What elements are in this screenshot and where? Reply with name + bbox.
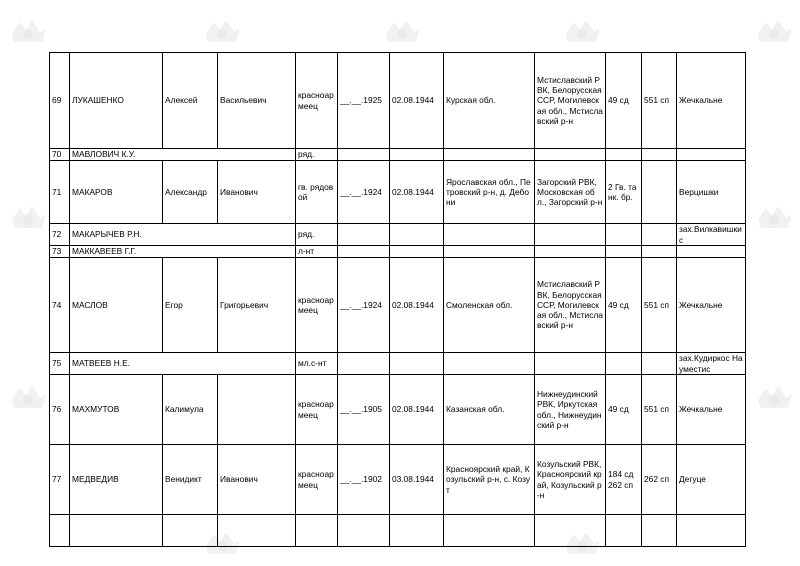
- patronymic-cell: Иванович: [218, 161, 296, 224]
- rvk-cell: Загорский РВК, Московская обл., Загорский р-н: [535, 161, 606, 224]
- patronymic-cell: Васильевич: [218, 53, 296, 149]
- burial-cell: [677, 246, 746, 258]
- birth-date-cell: __.__.1924: [338, 258, 390, 353]
- unit-cell: 49 сд: [606, 53, 642, 149]
- death-date-cell: 02.08.1944: [390, 161, 444, 224]
- surname-cell: МАВЛОВИЧ К.У.: [70, 149, 296, 161]
- burial-cell: Жечкальне: [677, 53, 746, 149]
- unit-cell: [606, 246, 642, 258]
- rank-cell: красноармеец: [296, 375, 338, 445]
- rank-cell: ряд.: [296, 149, 338, 161]
- regiment-cell: [642, 246, 677, 258]
- birth-date-cell: __.__.1905: [338, 375, 390, 445]
- death-date-cell: 02.08.1944: [390, 258, 444, 353]
- row-number: 77: [50, 445, 70, 515]
- rank-cell: красноармеец: [296, 53, 338, 149]
- regiment-cell: [642, 149, 677, 161]
- patronymic-cell: Иванович: [218, 445, 296, 515]
- rvk-cell: Мстиславский РВК, Белорусская ССР, Могилевская обл., Мстиславский р-н: [535, 53, 606, 149]
- rank-cell: мл.с-нт: [296, 353, 338, 375]
- surname-cell: МЕДВЕДИВ: [70, 445, 163, 515]
- table-row: [50, 149, 746, 161]
- table-row: [50, 445, 746, 515]
- birth-date-cell: __.__.1924: [338, 161, 390, 224]
- row-number: 69: [50, 53, 70, 149]
- surname-cell: МАСЛОВ: [70, 258, 163, 353]
- rank-cell: красноармеец: [296, 258, 338, 353]
- death-date-cell: [390, 224, 444, 246]
- regiment-cell: 551 сп: [642, 53, 677, 149]
- first-name-cell: Венидикт: [163, 445, 218, 515]
- surname-cell: ЛУКАШЕНКО: [70, 53, 163, 149]
- birth-date-cell: [338, 149, 390, 161]
- unit-cell: [606, 149, 642, 161]
- origin-cell: [444, 353, 535, 375]
- watermark-logo-icon: [752, 14, 796, 48]
- watermark-logo-icon: [752, 200, 796, 234]
- watermark-logo-icon: [752, 380, 796, 414]
- rvk-cell: [535, 353, 606, 375]
- watermark-logo-icon: [560, 14, 604, 48]
- death-date-cell: 03.08.1944: [390, 445, 444, 515]
- burial-cell: Верцишки: [677, 161, 746, 224]
- patronymic-cell: [218, 375, 296, 445]
- unit-cell: [606, 353, 642, 375]
- origin-cell: [444, 149, 535, 161]
- regiment-cell: [642, 224, 677, 246]
- patronymic-cell: Григорьевич: [218, 258, 296, 353]
- table-row: [50, 353, 746, 375]
- burial-cell: Жечкальне: [677, 258, 746, 353]
- death-date-cell: [390, 353, 444, 375]
- rank-cell: ряд.: [296, 224, 338, 246]
- burial-cell: зах.Кудиркос Науместис: [677, 353, 746, 375]
- table-row: [50, 515, 746, 547]
- row-number: 76: [50, 375, 70, 445]
- table-row: [50, 258, 746, 353]
- unit-cell: 49 сд: [606, 258, 642, 353]
- burial-cell: Дегуце: [677, 445, 746, 515]
- table-row: [50, 161, 746, 224]
- unit-cell: 49 сд: [606, 375, 642, 445]
- watermark-logo-icon: [200, 14, 244, 48]
- unit-cell: 2 Гв. танк. бр.: [606, 161, 642, 224]
- origin-cell: Ярославская обл., Петровский р-н, д. Дебони: [444, 161, 535, 224]
- watermark-logo-icon: [380, 14, 424, 48]
- soldier-roster-table: [49, 52, 746, 547]
- first-name-cell: Алексей: [163, 53, 218, 149]
- table-row: [50, 53, 746, 149]
- row-number: 75: [50, 353, 70, 375]
- surname-cell: МАХМУТОВ: [70, 375, 163, 445]
- birth-date-cell: [338, 353, 390, 375]
- table-row: [50, 246, 746, 258]
- regiment-cell: 551 сп: [642, 258, 677, 353]
- row-number: 73: [50, 246, 70, 258]
- burial-cell: Жечкальне: [677, 375, 746, 445]
- regiment-cell: [642, 353, 677, 375]
- rvk-cell: Мстиславский РВК, Белорусская ССР, Могилевская обл., Мстиславский р-н: [535, 258, 606, 353]
- rank-cell: гв. рядовой: [296, 161, 338, 224]
- watermark-logo-icon: [6, 200, 50, 234]
- table-row: [50, 375, 746, 445]
- origin-cell: Курская обл.: [444, 53, 535, 149]
- origin-cell: [444, 246, 535, 258]
- regiment-cell: 262 сп: [642, 445, 677, 515]
- death-date-cell: 02.08.1944: [390, 53, 444, 149]
- death-date-cell: 02.08.1944: [390, 375, 444, 445]
- rank-cell: красноармеец: [296, 445, 338, 515]
- birth-date-cell: [338, 224, 390, 246]
- row-number: 70: [50, 149, 70, 161]
- burial-cell: [677, 149, 746, 161]
- birth-date-cell: [338, 246, 390, 258]
- unit-cell: [606, 224, 642, 246]
- rvk-cell: [535, 224, 606, 246]
- origin-cell: [444, 224, 535, 246]
- burial-cell: зах.Вилкавишкис: [677, 224, 746, 246]
- death-date-cell: [390, 149, 444, 161]
- table-row: [50, 224, 746, 246]
- rvk-cell: [535, 149, 606, 161]
- unit-cell: 184 сд 262 сп: [606, 445, 642, 515]
- row-number: 71: [50, 161, 70, 224]
- rvk-cell: Козульский РВК, Красноярский край, Козульский р-н: [535, 445, 606, 515]
- death-date-cell: [390, 246, 444, 258]
- origin-cell: Красноярский край, Козульский р-н, с. Козут: [444, 445, 535, 515]
- first-name-cell: Калимула: [163, 375, 218, 445]
- first-name-cell: Александр: [163, 161, 218, 224]
- birth-date-cell: __.__.1925: [338, 53, 390, 149]
- regiment-cell: 551 сп: [642, 375, 677, 445]
- origin-cell: Казанская обл.: [444, 375, 535, 445]
- surname-cell: МАТВЕЕВ Н.Е.: [70, 353, 296, 375]
- watermark-logo-icon: [6, 14, 50, 48]
- watermark-logo-icon: [6, 380, 50, 414]
- rvk-cell: Нижнеудинский РВК, Иркутская обл., Нижнеудинский р-н: [535, 375, 606, 445]
- first-name-cell: Егор: [163, 258, 218, 353]
- surname-cell: МАКАРЫЧЕВ Р.Н.: [70, 224, 296, 246]
- birth-date-cell: __.__.1902: [338, 445, 390, 515]
- row-number: 74: [50, 258, 70, 353]
- surname-cell: МАККАВЕЕВ Г.Г.: [70, 246, 296, 258]
- rank-cell: л-нт: [296, 246, 338, 258]
- row-number: 72: [50, 224, 70, 246]
- origin-cell: Смоленская обл.: [444, 258, 535, 353]
- surname-cell: МАКАРОВ: [70, 161, 163, 224]
- rvk-cell: [535, 246, 606, 258]
- regiment-cell: [642, 161, 677, 224]
